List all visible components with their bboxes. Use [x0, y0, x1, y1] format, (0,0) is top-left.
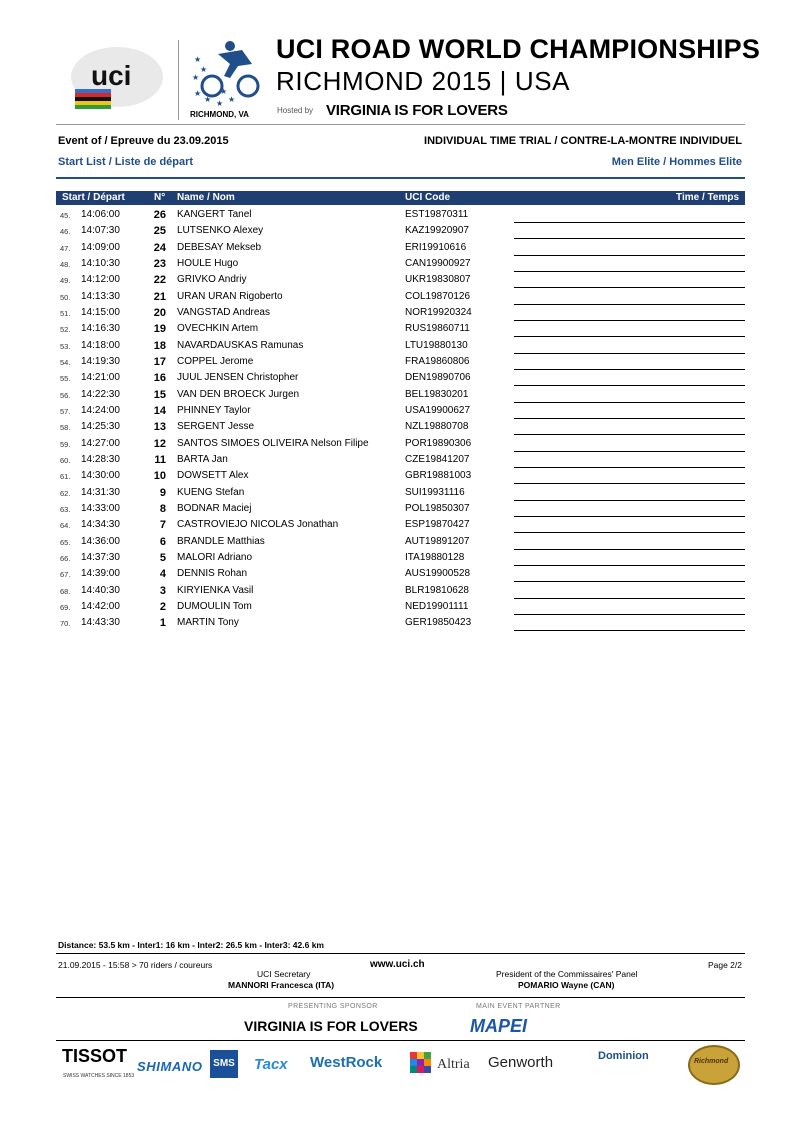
uci-code: BLR19810628 — [405, 584, 469, 596]
presenting-sponsor-label: PRESENTING SPONSOR — [288, 1003, 378, 1010]
row-index: 45. — [60, 211, 71, 220]
row-index: 69. — [60, 602, 71, 612]
uci-code: ITA19880128 — [405, 551, 465, 563]
header-divider — [178, 40, 179, 120]
uci-code: RUS19860711 — [405, 323, 470, 335]
row-index: 58. — [60, 423, 71, 433]
row-index: 48. — [60, 259, 71, 269]
table-row — [56, 534, 745, 550]
bib-number: 17 — [153, 355, 166, 368]
table-row — [56, 240, 745, 256]
row-index: 49. — [60, 276, 71, 286]
bib-number: 22 — [153, 274, 166, 287]
sms-logo: SMS — [210, 1050, 238, 1078]
rider-name: SERGENT Jesse — [177, 421, 255, 433]
start-time: 14:25:30 — [81, 421, 120, 433]
row-index: 56. — [60, 390, 71, 400]
table-row — [56, 256, 745, 272]
uci-code: GER19850423 — [405, 617, 472, 629]
row-index: 61. — [60, 472, 71, 482]
bib-number: 8 — [159, 502, 166, 515]
rider-name: VANGSTAD Andreas — [177, 306, 270, 318]
start-time: 14:42:00 — [81, 600, 120, 612]
table-row — [56, 305, 745, 321]
rider-name: OVECHKIN Artem — [177, 323, 259, 335]
richmond-cyclist-logo — [190, 40, 265, 110]
uci-code: EST19870311 — [405, 209, 469, 220]
row-index: 60. — [60, 455, 71, 465]
start-time: 14:34:30 — [81, 519, 120, 531]
row-index: 51. — [60, 308, 71, 318]
start-time: 14:06:00 — [81, 209, 120, 220]
bib-number: 13 — [153, 421, 166, 434]
event-date: Event of / Epreuve du 23.09.2015 — [58, 135, 229, 147]
bib-number: 5 — [159, 551, 166, 564]
list-type: Start List / Liste de départ — [58, 156, 194, 168]
rider-name: KUENG Stefan — [177, 486, 245, 498]
table-row — [56, 550, 745, 566]
uci-code: KAZ19920907 — [405, 225, 469, 237]
bib-number: 6 — [159, 535, 166, 548]
presenting-sponsor-logo: VIRGINIA IS FOR LOVERS — [244, 1018, 418, 1034]
rider-name: GRIVKO Andriy — [177, 274, 247, 286]
rider-name: BARTA Jan — [177, 453, 228, 465]
table-row — [56, 517, 745, 533]
table-row — [56, 387, 745, 403]
uci-website-link[interactable]: www.uci.ch — [370, 959, 425, 970]
section-rule — [56, 177, 745, 179]
uci-code: LTU19880130 — [405, 339, 468, 351]
uci-code: USA19900627 — [405, 404, 471, 416]
footer-rule-top — [56, 953, 745, 954]
host-logo: VIRGINIA IS FOR LOVERS — [326, 102, 508, 119]
start-time: 14:30:00 — [81, 470, 120, 482]
uci-code: FRA19860806 — [405, 355, 470, 367]
uci-code: CAN19900927 — [405, 257, 471, 269]
table-row — [56, 321, 745, 337]
start-time: 14:09:00 — [81, 241, 120, 253]
header-bib: N° — [154, 192, 166, 203]
rider-name: LUTSENKO Alexey — [177, 225, 264, 237]
start-time: 14:24:00 — [81, 404, 120, 416]
table-row — [56, 403, 745, 419]
bib-number: 14 — [153, 404, 166, 417]
bib-number: 23 — [153, 257, 166, 270]
header-start: Start / Départ — [62, 192, 125, 203]
uci-code: COL19870126 — [405, 290, 471, 302]
richmond-va-label: RICHMOND, VA — [190, 110, 249, 119]
bib-number: 9 — [159, 486, 166, 499]
time-entry-line — [514, 630, 745, 631]
gold-sponsor-text: Richmond — [694, 1058, 729, 1065]
svg-text:★: ★ — [200, 65, 208, 74]
row-index: 66. — [60, 553, 71, 563]
shimano-logo: SHIMANO — [137, 1059, 203, 1074]
uci-code: CZE19841207 — [405, 453, 470, 465]
row-index: 54. — [60, 357, 71, 367]
tissot-tagline: SWISS WATCHES SINCE 1853 — [63, 1073, 135, 1079]
bib-number: 1 — [159, 617, 166, 630]
rider-name: BODNAR Maciej — [177, 502, 252, 514]
table-row — [56, 354, 745, 370]
table-row — [56, 223, 745, 239]
rider-name: DUMOULIN Tom — [177, 600, 252, 612]
table-row — [56, 566, 745, 582]
row-index: 63. — [60, 504, 71, 514]
start-time: 14:31:30 — [81, 486, 120, 498]
start-time: 14:19:30 — [81, 355, 120, 367]
rider-name: BRANDLE Matthias — [177, 535, 265, 547]
uci-code: NOR19920324 — [405, 306, 472, 318]
rider-name: PHINNEY Taylor — [177, 404, 251, 416]
uci-code: GBR19881003 — [405, 470, 472, 482]
gold-sponsor-badge-icon — [688, 1045, 740, 1085]
uci-logo — [65, 45, 165, 111]
main-partner-label: MAIN EVENT PARTNER — [476, 1003, 561, 1010]
bib-number: 26 — [153, 209, 166, 221]
uci-code: POR19890306 — [405, 437, 472, 449]
bib-number: 15 — [153, 388, 166, 401]
row-index: 50. — [60, 292, 71, 302]
row-index: 68. — [60, 586, 71, 596]
distance-info: Distance: 53.5 km - Inter1: 16 km - Inter2: 26.5 km - Inter3: 42.6 km — [58, 940, 324, 950]
start-time: 14:12:00 — [81, 274, 120, 286]
table-row — [56, 468, 745, 484]
row-index: 65. — [60, 537, 71, 547]
hosted-by-label: Hosted by — [277, 106, 314, 115]
table-row — [56, 501, 745, 517]
uci-code: NZL19880708 — [405, 421, 469, 433]
tissot-logo: TISSOT — [62, 1046, 128, 1066]
start-time: 14:40:30 — [81, 584, 120, 596]
start-time: 14:39:00 — [81, 568, 120, 580]
rider-name: URAN URAN Rigoberto — [177, 290, 283, 302]
uci-code: UKR19830807 — [405, 274, 471, 286]
row-index: 59. — [60, 439, 71, 449]
svg-text:★: ★ — [204, 95, 212, 104]
table-row — [56, 419, 745, 435]
altria-logo: Altria — [437, 1057, 470, 1072]
bib-number: 18 — [153, 339, 166, 352]
rider-name: VAN DEN BROECK Jurgen — [177, 388, 300, 400]
header-uci-code: UCI Code — [405, 192, 450, 203]
table-row — [56, 615, 745, 631]
bib-number: 21 — [153, 290, 166, 303]
row-index: 70. — [60, 619, 71, 629]
tacx-logo: Tacx — [254, 1056, 288, 1073]
row-index: 47. — [60, 243, 71, 253]
uci-code: BEL19830201 — [405, 388, 469, 400]
table-row — [56, 583, 745, 599]
start-time: 14:16:30 — [81, 323, 120, 335]
bib-number: 2 — [159, 600, 166, 613]
svg-text:★: ★ — [194, 55, 202, 64]
start-time: 14:07:30 — [81, 225, 120, 237]
start-time: 14:13:30 — [81, 290, 120, 302]
start-time: 14:15:00 — [81, 306, 120, 318]
header-rule — [56, 124, 745, 125]
table-row — [56, 272, 745, 288]
svg-text:uci: uci — [91, 60, 132, 91]
table-row — [56, 370, 745, 386]
bib-number: 20 — [153, 306, 166, 319]
rider-name: NAVARDAUSKAS Ramunas — [177, 339, 304, 351]
row-index: 53. — [60, 341, 71, 351]
start-list-rows — [56, 207, 745, 632]
president-name: POMARIO Wayne (CAN) — [518, 980, 615, 990]
rider-name: DEBESAY Mekseb — [177, 241, 262, 253]
uci-code: POL19850307 — [405, 502, 470, 514]
rider-name: COPPEL Jerome — [177, 355, 254, 367]
event-category: Men Elite / Hommes Elite — [611, 156, 742, 168]
event-discipline: INDIVIDUAL TIME TRIAL / CONTRE-LA-MONTRE INDIVIDUEL — [424, 135, 742, 147]
uci-code: DEN19890706 — [405, 372, 471, 384]
bib-number: 7 — [159, 519, 166, 532]
uci-code: SUI19931116 — [405, 486, 465, 498]
bib-number: 25 — [153, 225, 166, 238]
rider-name: MARTIN Tony — [177, 617, 239, 629]
page-number: Page 2/2 — [707, 960, 742, 970]
header-name: Name / Nom — [177, 192, 235, 203]
svg-text:★: ★ — [194, 89, 202, 98]
table-header — [56, 191, 745, 205]
rider-name: SANTOS SIMOES OLIVEIRA Nelson Filipe — [177, 437, 369, 449]
print-timestamp: 21.09.2015 - 15:58 > 70 riders / coureurs — [58, 960, 213, 970]
row-index: 64. — [60, 521, 71, 531]
svg-text:★: ★ — [216, 99, 224, 108]
row-index: 52. — [60, 325, 71, 335]
start-time: 14:28:30 — [81, 453, 120, 465]
rider-name: MALORI Adriano — [177, 551, 253, 563]
header-time: Time / Temps — [676, 192, 739, 203]
start-time: 14:43:30 — [81, 617, 120, 629]
table-row — [56, 485, 745, 501]
start-time: 14:21:00 — [81, 372, 120, 384]
table-row — [56, 452, 745, 468]
uci-code: AUT19891207 — [405, 535, 470, 547]
uci-code: ERI19910616 — [405, 241, 467, 253]
table-row — [56, 338, 745, 354]
start-time: 14:18:00 — [81, 339, 120, 351]
rider-name: DENNIS Rohan — [177, 568, 248, 580]
svg-text:★: ★ — [228, 95, 236, 104]
start-time: 14:33:00 — [81, 502, 120, 514]
row-index: 67. — [60, 570, 71, 580]
bib-number: 10 — [153, 470, 166, 483]
footer-rule-bottom — [56, 1040, 745, 1041]
table-row — [56, 436, 745, 452]
president-title: President of the Commissaires' Panel — [496, 969, 638, 979]
mapei-logo: MAPEI — [470, 1016, 528, 1036]
start-time: 14:22:30 — [81, 388, 120, 400]
uci-code: ESP19870427 — [405, 519, 470, 531]
rider-name: KANGERT Tanel — [177, 209, 252, 220]
bib-number: 4 — [159, 568, 166, 581]
secretary-name: MANNORI Francesca (ITA) — [228, 980, 335, 990]
start-time: 14:36:00 — [81, 535, 120, 547]
row-index: 55. — [60, 374, 71, 384]
row-index: 46. — [60, 227, 71, 237]
westrock-logo: WestRock — [310, 1054, 383, 1071]
footer-rule-mid — [56, 997, 745, 998]
bib-number: 3 — [159, 584, 166, 597]
bib-number: 19 — [153, 323, 166, 336]
rider-name: DOWSETT Alex — [177, 470, 249, 482]
rider-name: KIRYIENKA Vasil — [177, 584, 254, 596]
dominion-logo: Dominion — [598, 1050, 649, 1062]
rider-name: JUUL JENSEN Christopher — [177, 372, 299, 384]
bib-number: 12 — [153, 437, 166, 450]
row-index: 62. — [60, 488, 71, 498]
rider-name: HOULE Hugo — [177, 257, 239, 269]
svg-text:★: ★ — [220, 87, 228, 96]
uci-code: AUS19900528 — [405, 568, 471, 580]
start-time: 14:10:30 — [81, 257, 120, 269]
championship-title: UCI ROAD WORLD CHAMPIONSHIPS — [276, 34, 761, 64]
rider-name: CASTROVIEJO NICOLAS Jonathan — [177, 519, 339, 531]
uci-code: NED19901111 — [405, 600, 469, 612]
svg-text:★: ★ — [192, 73, 200, 82]
start-time: 14:37:30 — [81, 551, 120, 563]
championship-subtitle: RICHMOND 2015 | USA — [276, 66, 571, 96]
bib-number: 11 — [154, 453, 166, 466]
altria-mosaic-icon — [410, 1052, 432, 1074]
bib-number: 16 — [153, 372, 166, 385]
table-row — [56, 599, 745, 615]
secretary-title: UCI Secretary — [257, 969, 311, 979]
bib-number: 24 — [153, 241, 166, 254]
start-time: 14:27:00 — [81, 437, 120, 449]
genworth-logo: Genworth — [488, 1054, 554, 1071]
table-row — [56, 207, 745, 223]
row-index: 57. — [60, 406, 71, 416]
table-row — [56, 289, 745, 305]
